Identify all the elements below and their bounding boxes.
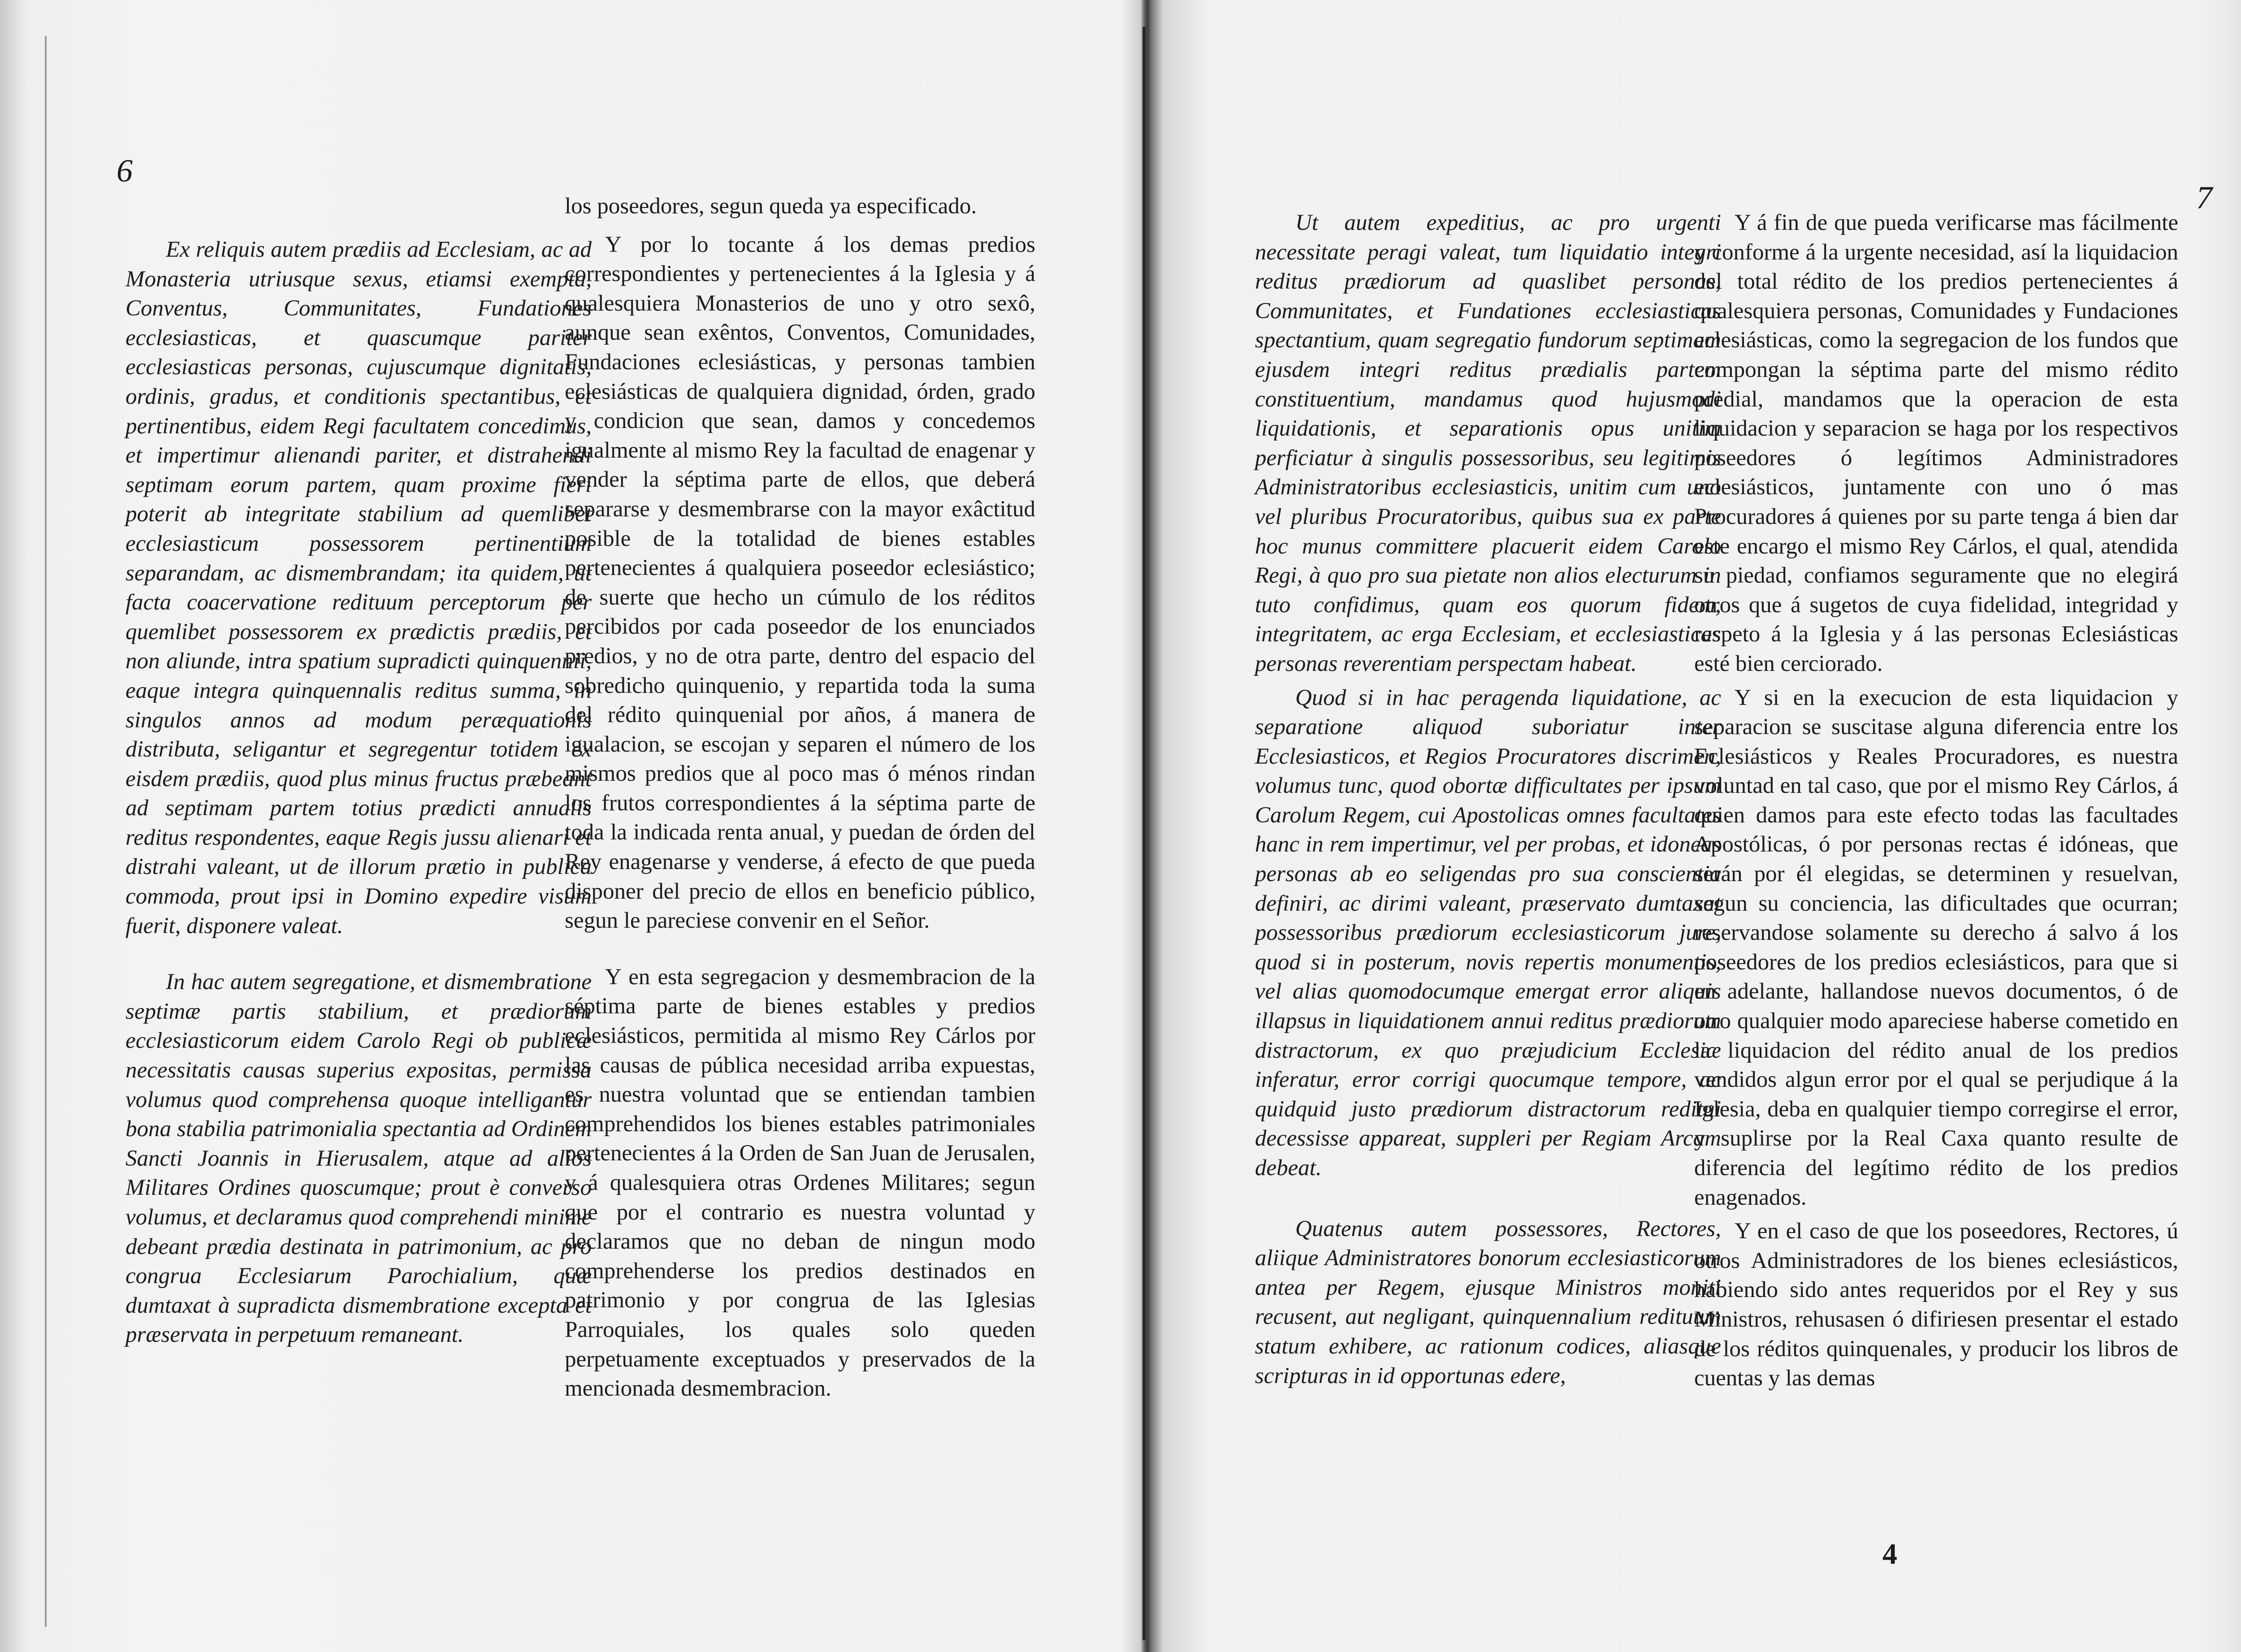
right-latin-column	[1255, 208, 1721, 1391]
page-number-right: 7	[2196, 180, 2212, 216]
paragraph: Y á fin de que pueda verificarse mas fácilmente y conforme á la urgente necesidad, así la liquidacion del total rédito de los predios pertenecientes á qualesquiera personas, Comunidades y Fundaciones eclesiásticas, como la segregacion de los fundos que compongan la séptima parte del mismo rédito predial, mandamos que la operacion de esta liquidacion y separacion se haga por los respectivos poseedores ó legítimos Administradores eclesiásticos, juntamente con uno ó mas Procuradores á quienes por su parte tenga á bien dar este encargo el mismo Rey Cárlos, el qual, atendida su piedad, confiamos seguramente que no elegirá otros que á sugetos de cuya fidelidad, integridad y respeto á la Iglesia y á las personas Eclesiásticas esté bien cerciorado.	[1694, 210, 2178, 676]
signature-mark: 4	[1882, 1538, 1897, 1570]
right-spanish-column	[1694, 208, 2178, 1393]
paragraph: Ut autem expeditius, ac pro urgenti necessitate peragi valeat, tum liquidatio integri reditus prædiorum ad quaslibet personas, Communitates, et Fundationes ecclesiasticas spectantium, quam segregatio fundorum septimam ejusdem integri reditus prædialis partem constituentium, mandamus quod hujusmodi liquidationis, et separationis opus unitim perficiatur à singulis possessoribus, seu legitimis Administratoribus ecclesiasticis, unitim cum uno vel pluribus Procuratoribus, quibus sua ex parte hoc munus committere placuerit eidem Carolo Regi, à quo pro sua pietate non alios electurum in tuto confidimus, quam eos quorum fidem, integritatem, ac erga Ecclesiam, et ecclesiasticas personas reverentiam perspectam habeat.	[1255, 210, 1721, 676]
page-number-left: 6	[117, 153, 133, 189]
paragraph: In hac autem segregatione, et dismembratione septimæ partis stabilium, et prædiorum ecclesiasticorum eidem Carolo Regi ob publicæ necessitatis causas superius expositas, permissa volumus quod comprehensa quoque intelligantur bona stabilia patrimonialia spectantia ad Ordinem Sancti Joannis in Hierusalem, atque ad alios Militares Ordines quoscumque; prout è converso volumus, et declaramus quod comprehendi minime debeant prædia destinata in patrimonium, ac pro congrua Ecclesiarum Parochialium, quæ dumtaxat à supradicta dismembratione excepta et præservata in perpetuum remaneant.	[125, 969, 592, 1348]
paragraph: Quatenus autem possessores, Rectores, aliique Administratores bonorum ecclesiasticorum antea per Regem, ejusque Ministros moniti recusent, aut negligant, quinquennalium redituum statum exhibere, ac rationum codices, aliasque scripturas in id opportunas edere,	[1255, 1216, 1721, 1388]
paragraph: Y en el caso de que los poseedores, Rectores, ú otros Administradores de los bienes eclesiásticos, habiendo sido antes requeridos por el Rey y sus Ministros, rehusasen ó difiriesen presentar el estado de los réditos quinquenales, y producir los libros de cuentas y las demas	[1694, 1219, 2178, 1391]
left-page	[49, 31, 1138, 1627]
paragraph: Quod si in hac peragenda liquidatione, ac separatione aliquod suboriatur inter Ecclesiasticos, et Regios Procuratores discrimen, volumus tunc, quod obortæ difficultates per ipsum Carolum Regem, cui Apostolicas omnes facultates hanc in rem impertimur, vel per probas, et idoneas personas ab eo seligendas pro sua conscientia definiri, ac dirimi valeant, præservato dumtaxat possessoribus prædiorum ecclesiasticorum jure, quod si in posterum, novis repertis monumentis, vel alias quomodocumque emergat error aliquis illapsus in liquidationem annui reditus prædiorum distractorum, ex quo præjudicium Ecclesiæ inferatur, error corrigi quocumque tempore, ac quidquid justo prædiorum distractorum reditui decessisse appareat, suppleri per Regiam Arcam debeat.	[1255, 685, 1721, 1181]
book-spine	[1142, 27, 1146, 1640]
left-page-edge	[45, 36, 47, 1627]
paragraph: Y si en la execucion de esta liquidacion y separacion se suscitase alguna diferencia entre los Eclesiásticos y Reales Procuradores, es nuestra voluntad en tal caso, que por el mismo Rey Cárlos, á quien damos para este efecto todas las facultades Apostólicas, ó por personas rectas é idóneas, que serán por él elegidas, se determinen y resuelvan, segun su conciencia, las dificultades que ocurran; reservandose solamente su derecho á salvo á los poseedores de los predios eclesiásticos, para que si en adelante, hallandose nuevos documentos, ó de otro qualquier modo apareciese haberse cometido en la liquidacion del rédito anual de los predios vendidos algun error por el qual se perjudique á la Iglesia, deba en qualquier tiempo corregirse el error, y suplirse por la Real Caxa quanto resulte de diferencia del legítimo rédito de los predios enagenados.	[1694, 685, 2178, 1210]
paragraph: Y por lo tocante á los demas predios correspondientes y pertenecientes á la Iglesia y á qualesquiera Monasterios de uno y otro sexô, aunque sean exêntos, Conventos, Comunidades, Fundaciones eclesiásticas, y personas tambien eclesiásticas de qualquiera dignidad, órden, grado y condicion que sean, damos y concedemos igualmente al mismo Rey la facultad de enagenar y vender la séptima parte de ellos, que deberá separarse y desmembrarse con la mayor exâctitud posible de la totalidad de bienes estables pertenecientes á qualquiera poseedor eclesiástico; de suerte que hecho un cúmulo de los réditos percibidos por cada poseedor de los enunciados predios, y no de otra parte, dentro del espacio del sobredicho quinquenio, y repartida toda la suma del rédito quinquenial por años, á manera de igualacion, se escojan y separen el número de los mismos predios que al poco mas ó ménos rindan los frutos correspondientes á la séptima parte de toda la indicada renta anual, y puedan de órden del Rey enagenarse y venderse, á efecto de que pueda disponer del precio de ellos en beneficio público, segun le pareciese convenir en el Señor.	[565, 232, 1035, 934]
left-spanish-column	[565, 192, 1035, 1404]
paragraph: Y en esta segregacion y desmembracion de la séptima parte de bienes estables y predios eclesiásticos, permitida al mismo Rey Cárlos por las causas de pública necesidad arriba expuestas, es nuestra voluntad que se entiendan tambien comprehendidos los bienes estables patrimoniales pertenecientes á la Orden de San Juan de Jerusalen, y á qualesquiera otras Ordenes Militares; segun que por el contrario es nuestra voluntad y declaramos que no deban de ningun modo comprehenderse los predios destinados en patrimonio y por congrua de las Iglesias Parroquiales, los quales solo queden perpetuamente exceptuados y preservados de la mencionada desmembracion.	[565, 964, 1035, 1401]
left-latin-column	[125, 235, 592, 1350]
paragraph: Ex reliquis autem prædiis ad Ecclesiam, ac ad Monasteria utriusque sexus, etiamsi exempta, Conventus, Communitates, Fundationes ecclesiasticas, et quascumque pariter ecclesiasticas personas, cujuscumque dignitatis, ordinis, gradus, et conditionis spectantibus, et pertinentibus, eidem Regi facultatem concedimus, et impertimur alienandi pariter, et distrahendi septimam eorum partem, quam proxime fieri poterit ab integritate stabilium ad quemlibet ecclesiasticum possessorem pertinentium separandam, ac dismembrandam; ita quidem, ut facta coacervatione redituum perceptorum per quemlibet possessorem ex prædictis prædiis, et non aliunde, intra spatium supradicti quinquennii, eaque integra quinquennalis reditus summa, in singulos annos ad modum peræquationis distributa, seligantur et segregentur totidem ex eisdem prædiis, quod plus minus fructus præbeant ad septimam partem totius prædicti annualis reditus respondentes, eaque Regis jussu alienari et distrahi valeant, ut de illorum prætio in publica commoda, prout ipsi in Domino expedire visum fuerit, disponere valeat.	[125, 237, 592, 938]
paragraph: los poseedores, segun queda ya especificado.	[565, 194, 977, 219]
right-page	[1165, 31, 2241, 1627]
